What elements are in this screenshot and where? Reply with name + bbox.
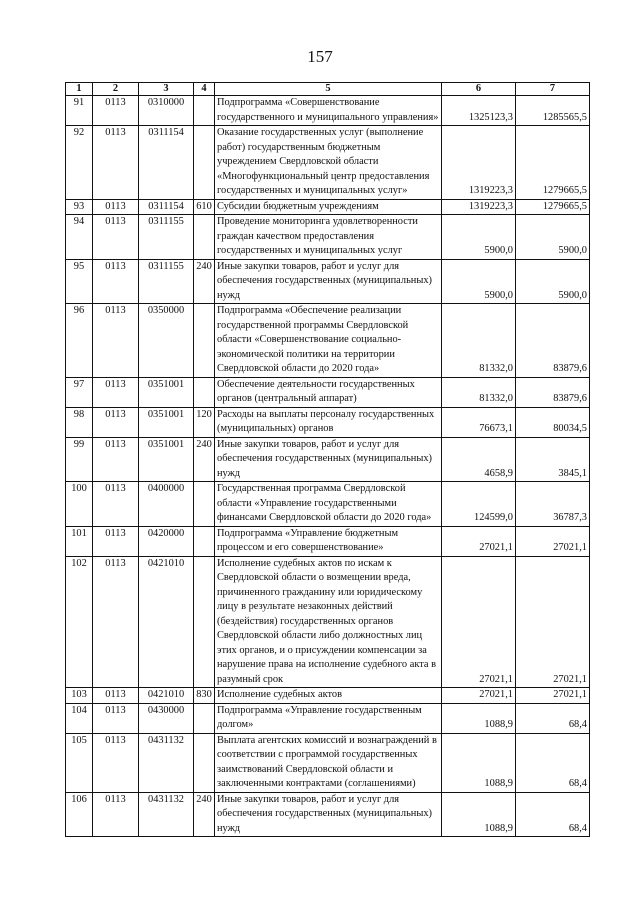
page-number: 157 [307, 47, 333, 66]
row-number: 91 [66, 96, 93, 126]
table-row [66, 482, 590, 527]
amount-col-7: 1279665,5 [516, 126, 590, 200]
col-header-2: 2 [93, 83, 139, 96]
section-code: 0113 [93, 556, 139, 688]
row-number: 102 [66, 556, 93, 688]
section-code: 0113 [93, 126, 139, 200]
item-name: Субсидии бюджетным учреждениям [215, 199, 442, 215]
table-row [66, 556, 590, 688]
item-name: Исполнение судебных актов [215, 688, 442, 704]
expense-type-code: 830 [194, 688, 215, 704]
expense-type-code [194, 215, 215, 260]
item-name: Подпрограмма «Управление бюджетным процессом и его совершенствование» [215, 526, 442, 556]
expense-type-code: 120 [194, 407, 215, 437]
expense-type-code: 240 [194, 437, 215, 482]
amount-col-6: 1319223,3 [442, 126, 516, 200]
section-code: 0113 [93, 199, 139, 215]
amount-col-7: 3845,1 [516, 437, 590, 482]
amount-col-6: 1325123,3 [442, 96, 516, 126]
target-article-code: 0421010 [139, 688, 194, 704]
expense-type-code: 610 [194, 199, 215, 215]
amount-col-6: 5900,0 [442, 215, 516, 260]
section-code: 0113 [93, 482, 139, 527]
table-row [66, 215, 590, 260]
row-number: 92 [66, 126, 93, 200]
amount-col-6: 1088,9 [442, 703, 516, 733]
item-name: Иные закупки товаров, работ и услуг для обеспечения государственных (муниципальных) нужд [215, 792, 442, 837]
amount-col-6: 5900,0 [442, 259, 516, 304]
target-article-code: 0430000 [139, 703, 194, 733]
col-header-5: 5 [215, 83, 442, 96]
row-number: 97 [66, 377, 93, 407]
row-number: 98 [66, 407, 93, 437]
target-article-code: 0311155 [139, 259, 194, 304]
item-name: Выплата агентских комиссий и вознаграждений в соответствии с программой государственных заимствований Свердловской области и заключенными контрактами (соглашениями) [215, 733, 442, 792]
amount-col-7: 68,4 [516, 792, 590, 837]
row-number: 94 [66, 215, 93, 260]
target-article-code: 0350000 [139, 304, 194, 378]
expense-type-code: 240 [194, 259, 215, 304]
expense-type-code [194, 526, 215, 556]
amount-col-7: 27021,1 [516, 688, 590, 704]
target-article-code: 0311154 [139, 199, 194, 215]
amount-col-7: 36787,3 [516, 482, 590, 527]
budget-table [65, 82, 590, 837]
amount-col-7: 27021,1 [516, 556, 590, 688]
amount-col-6: 1088,9 [442, 733, 516, 792]
expense-type-code [194, 377, 215, 407]
item-name: Подпрограмма «Совершенствование государственного и муниципального управления» [215, 96, 442, 126]
amount-col-6: 1319223,3 [442, 199, 516, 215]
amount-col-7: 27021,1 [516, 526, 590, 556]
target-article-code: 0351001 [139, 407, 194, 437]
expense-type-code [194, 304, 215, 378]
expense-type-code [194, 556, 215, 688]
amount-col-7: 1279665,5 [516, 199, 590, 215]
section-code: 0113 [93, 792, 139, 837]
table-row [66, 792, 590, 837]
row-number: 105 [66, 733, 93, 792]
amount-col-7: 68,4 [516, 733, 590, 792]
section-code: 0113 [93, 437, 139, 482]
item-name: Обеспечение деятельности государственных органов (центральный аппарат) [215, 377, 442, 407]
target-article-code: 0400000 [139, 482, 194, 527]
table-row [66, 407, 590, 437]
target-article-code: 0311154 [139, 126, 194, 200]
item-name: Оказание государственных услуг (выполнение работ) государственным бюджетным учреждением Свердловской области «Многофункциональный центр предоставления государственных и муниципальных услуг» [215, 126, 442, 200]
target-article-code: 0431132 [139, 733, 194, 792]
amount-col-6: 1088,9 [442, 792, 516, 837]
table-row [66, 199, 590, 215]
expense-type-code [194, 703, 215, 733]
item-name: Иные закупки товаров, работ и услуг для обеспечения государственных (муниципальных) нужд [215, 437, 442, 482]
row-number: 93 [66, 199, 93, 215]
amount-col-6: 81332,0 [442, 304, 516, 378]
item-name: Расходы на выплаты персоналу государственных (муниципальных) органов [215, 407, 442, 437]
table-row [66, 259, 590, 304]
section-code: 0113 [93, 703, 139, 733]
item-name: Подпрограмма «Обеспечение реализации государственной программы Свердловской области «Совершенствование социально-экономической политики на территории Свердловской области до 2020 года» [215, 304, 442, 378]
col-header-4: 4 [194, 83, 215, 96]
amount-col-7: 83879,6 [516, 304, 590, 378]
expense-type-code [194, 126, 215, 200]
amount-col-6: 4658,9 [442, 437, 516, 482]
target-article-code: 0351001 [139, 377, 194, 407]
amount-col-6: 27021,1 [442, 556, 516, 688]
row-number: 106 [66, 792, 93, 837]
amount-col-6: 27021,1 [442, 688, 516, 704]
section-code: 0113 [93, 96, 139, 126]
target-article-code: 0311155 [139, 215, 194, 260]
row-number: 96 [66, 304, 93, 378]
target-article-code: 0420000 [139, 526, 194, 556]
section-code: 0113 [93, 215, 139, 260]
table-row [66, 377, 590, 407]
table-row [66, 733, 590, 792]
section-code: 0113 [93, 259, 139, 304]
header-row [66, 83, 590, 96]
amount-col-7: 5900,0 [516, 259, 590, 304]
amount-col-6: 81332,0 [442, 377, 516, 407]
table-row [66, 126, 590, 200]
col-header-7: 7 [516, 83, 590, 96]
col-header-3: 3 [139, 83, 194, 96]
amount-col-6: 27021,1 [442, 526, 516, 556]
expense-type-code: 240 [194, 792, 215, 837]
item-name: Проведение мониторинга удовлетворенности граждан качеством предоставления государственных и муниципальных услуг [215, 215, 442, 260]
table-row [66, 526, 590, 556]
item-name: Исполнение судебных актов по искам к Свердловской области о возмещении вреда, причиненного гражданину или юридическому лицу в результате незаконных действий (бездействия) государственных органов Свердловской области либо должностных лиц этих органов, и о присуждении компенсации за нарушение права на исполнение судебного акта в разумный срок [215, 556, 442, 688]
section-code: 0113 [93, 304, 139, 378]
amount-col-6: 76673,1 [442, 407, 516, 437]
item-name: Иные закупки товаров, работ и услуг для обеспечения государственных (муниципальных) нужд [215, 259, 442, 304]
item-name: Государственная программа Свердловской области «Управление государственными финансами Свердловской области до 2020 года» [215, 482, 442, 527]
expense-type-code [194, 482, 215, 527]
expense-type-code [194, 733, 215, 792]
row-number: 100 [66, 482, 93, 527]
col-header-6: 6 [442, 83, 516, 96]
amount-col-7: 83879,6 [516, 377, 590, 407]
target-article-code: 0351001 [139, 437, 194, 482]
row-number: 99 [66, 437, 93, 482]
col-header-1: 1 [66, 83, 93, 96]
row-number: 95 [66, 259, 93, 304]
target-article-code: 0310000 [139, 96, 194, 126]
section-code: 0113 [93, 377, 139, 407]
item-name: Подпрограмма «Управление государственным долгом» [215, 703, 442, 733]
amount-col-6: 124599,0 [442, 482, 516, 527]
section-code: 0113 [93, 733, 139, 792]
row-number: 101 [66, 526, 93, 556]
row-number: 104 [66, 703, 93, 733]
table-row [66, 437, 590, 482]
section-code: 0113 [93, 526, 139, 556]
section-code: 0113 [93, 407, 139, 437]
target-article-code: 0421010 [139, 556, 194, 688]
amount-col-7: 68,4 [516, 703, 590, 733]
table-row [66, 703, 590, 733]
table-row [66, 96, 590, 126]
table-body [66, 96, 590, 837]
amount-col-7: 5900,0 [516, 215, 590, 260]
target-article-code: 0431132 [139, 792, 194, 837]
amount-col-7: 80034,5 [516, 407, 590, 437]
table-row [66, 688, 590, 704]
table-row [66, 304, 590, 378]
section-code: 0113 [93, 688, 139, 704]
amount-col-7: 1285565,5 [516, 96, 590, 126]
expense-type-code [194, 96, 215, 126]
row-number: 103 [66, 688, 93, 704]
